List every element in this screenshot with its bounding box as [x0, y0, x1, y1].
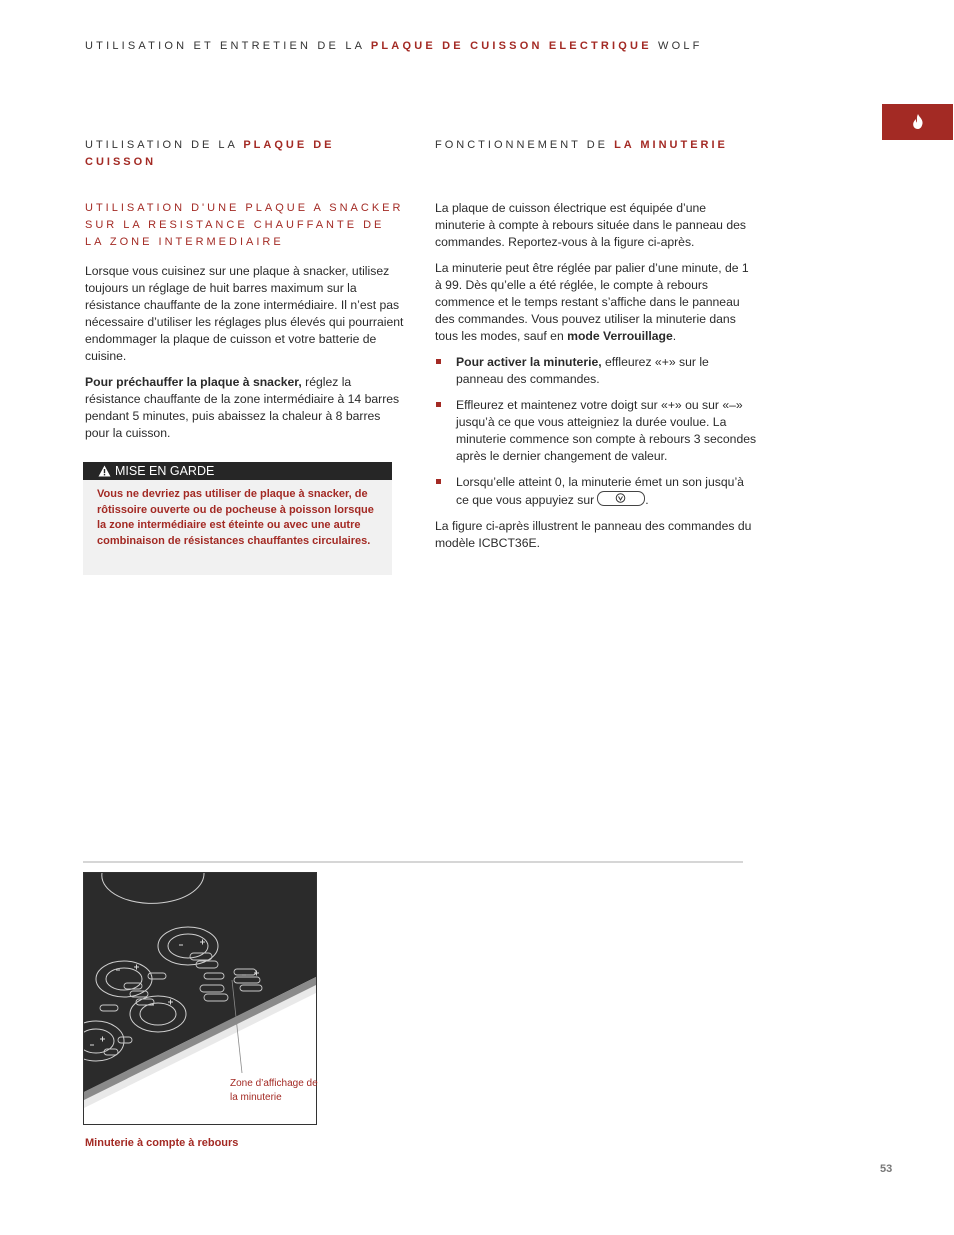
figure-caption: Minuterie à compte à rebours [85, 1137, 239, 1149]
left-heading-highlight: PLAQUE DE CUISSON [85, 139, 335, 168]
section-divider [83, 861, 743, 863]
callout-text: Zone d’affichage de la minuterie [230, 1078, 318, 1103]
bullet-text: effleurez «+» sur le panneau des commandes. [456, 355, 709, 386]
left-column-heading [85, 137, 385, 171]
bullet-square-icon [436, 479, 441, 484]
flame-icon [912, 114, 924, 129]
warning-triangle-icon [98, 464, 111, 482]
preheat-bold: Pour préchauffer la plaque à snacker, [85, 375, 302, 389]
bullet-square-icon [436, 402, 441, 407]
section-tab [882, 104, 953, 140]
header-highlight: PLAQUE DE CUISSON ELECTRIQUE [370, 40, 652, 52]
bullet-text: Effleurez et maintenez votre doigt sur «+» ou sur «–» jusqu’à ce que vous atteigniez la durée voulue. La minuterie commence son compte à rebours 3 secondes après le dernier changement de valeur. [456, 398, 757, 463]
list-item [435, 397, 757, 465]
right-body [435, 200, 757, 561]
figure-reference-paragraph: La figure ci-après illustrent le panneau des commandes du modèle ICBCT36E. [435, 519, 752, 550]
left-heading-prefix: UTILISATION DE LA [85, 139, 244, 151]
bullet-square-icon [436, 359, 441, 364]
header-suffix: WOLF [651, 40, 703, 52]
bullet-bold: Pour activer la minuterie, [456, 355, 602, 369]
warning-box [83, 462, 392, 575]
timer-range-text: La minuterie peut être réglée par palier d’une minute, de 1 à 99. Dès qu’elle a été réglée, le compte à rebours commence et le temps restant s’affiche dans le panneau des commandes. Vous pouvez utiliser la minuterie dans tous les modes, sauf en [435, 261, 749, 343]
list-item [435, 474, 757, 509]
timer-key-button-icon [597, 491, 645, 506]
right-column-heading [435, 137, 765, 154]
warning-text: Vous ne devriez pas utiliser de plaque à snacker, de rôtissoire ouverte ou de pocheuse à poisson lorsque la zone intermédiaire est éteinte ou avec une autre combinaison de résistances chauffantes circulaires. [97, 488, 374, 547]
timer-instructions-list [435, 354, 757, 509]
running-header [85, 40, 703, 52]
warning-title-bar [83, 462, 392, 480]
list-item [435, 354, 757, 388]
timer-display-callout [230, 1077, 320, 1105]
preheat-paragraph [85, 374, 405, 442]
right-heading-highlight: LA MINUTERIE [614, 139, 728, 151]
snacker-paragraph: Lorsque vous cuisinez sur une plaque à snacker, utilisez toujours un réglage de huit barres maximum sur la résistance chauffante de la zone intermédiaire. Il n’est pas nécessaire d’utiliser les réglages plus élevés qui pourraient endommager la plaque de cuisson et votre batterie de cuisine. [85, 264, 404, 363]
snacker-subheading: UTILISATION D'UNE PLAQUE A SNACKER SUR LA RESISTANCE CHAUFFANTE DE LA ZONE INTERMEDIAIRE [85, 202, 404, 248]
lock-mode-bold: mode Verrouillage [567, 329, 673, 343]
preheat-text: réglez la résistance chauffante de la zone intermédiaire à 14 barres pendant 5 minutes, puis abaissez la chaleur à 8 barres pour la cuisson. [85, 375, 400, 440]
bullet-end: . [645, 493, 649, 507]
left-body [85, 263, 405, 451]
bullet-text: Lorsqu’elle atteint 0, la minuterie émet un son jusqu’à ce que vous appuyiez sur [456, 475, 744, 507]
timer-range-paragraph [435, 260, 757, 345]
right-heading-prefix: FONCTIONNEMENT DE [435, 139, 615, 151]
timer-intro-paragraph: La plaque de cuisson électrique est équipée d’une minuterie à compte à rebours située dans le panneau des commandes. Reportez-vous à la figure ci-après. [435, 201, 746, 249]
warning-title: MISE EN GARDE [115, 464, 215, 478]
page-number: 53 [880, 1163, 893, 1175]
header-prefix: UTILISATION ET ENTRETIEN DE LA [85, 40, 371, 52]
timer-range-end: . [672, 329, 677, 343]
